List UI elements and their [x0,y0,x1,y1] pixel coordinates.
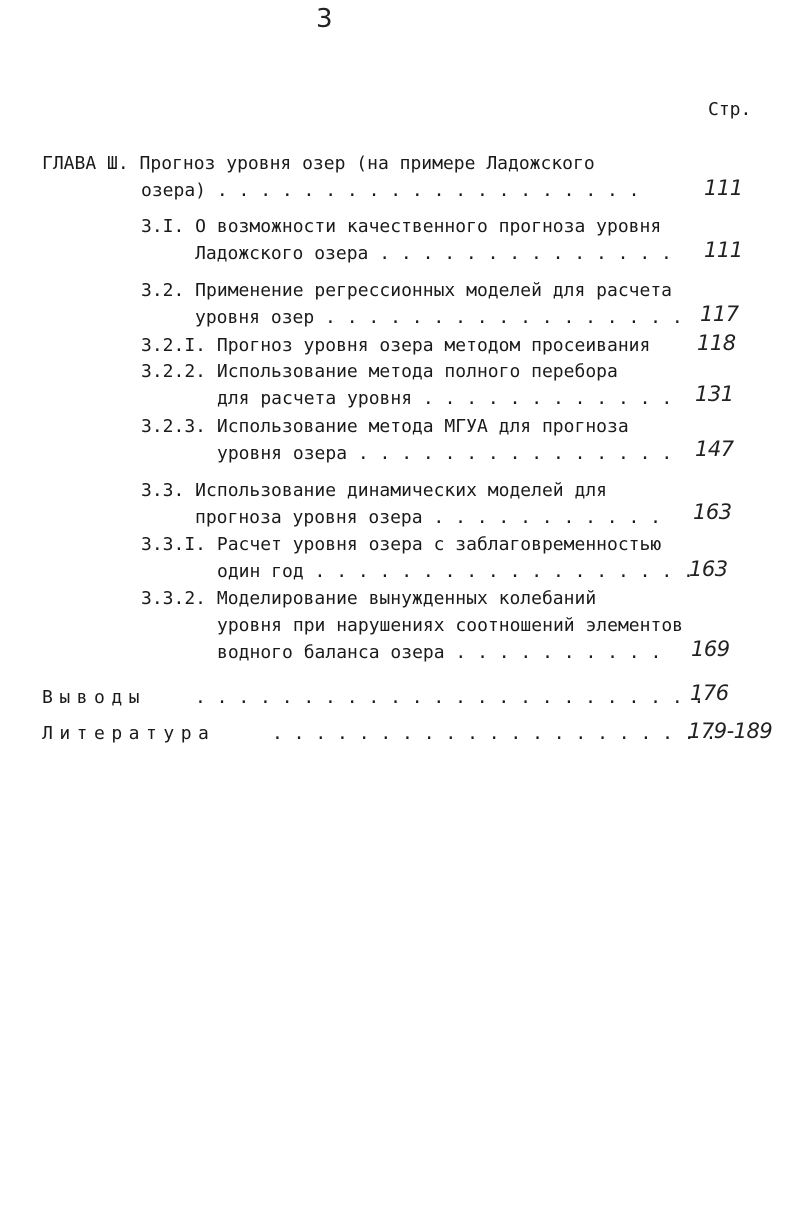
toc-entry-title-cont: озера) . . . . . . . . . . . . . . . . . . . . [141,180,640,201]
toc-entry-title-cont: один год . . . . . . . . . . . . . . . . . . [217,561,694,582]
page-number: 3 [316,4,333,34]
toc-entry-title-cont: Ладожского озера . . . . . . . . . . . . . . [195,243,672,264]
toc-entry-title-cont: прогноза уровня озера . . . . . . . . . . . [195,507,661,528]
toc-page-number: 111 [704,176,743,200]
page-column-header: Стр. [708,99,752,120]
toc-entry-title: Выводы [42,687,147,708]
toc-entry-title: 3.3. Использование динамических моделей для [141,480,607,501]
toc-entry-title-cont: уровня при нарушениях соотношений элементов [217,615,683,636]
toc-entry-title-cont: для расчета уровня . . . . . . . . . . . . [217,388,673,409]
toc-page-number: 111 [704,238,743,262]
toc-page-number: 163 [693,500,732,524]
toc-entry-title: 3.2.2. Использование метода полного перебора [141,361,618,382]
toc-entry-title: ГЛАВА Ш. Прогноз уровня озер (на примере Ладожского [42,153,595,174]
toc-entry-title: 3.2. Применение регрессионных моделей для расчета [141,280,673,301]
toc-page-number: 179-189 [688,719,773,743]
toc-page-number: 147 [695,437,734,461]
toc-entry-title-cont: уровня озер . . . . . . . . . . . . . . . . . [195,307,683,328]
toc-page-number: 169 [691,637,730,661]
toc-entry-title: Литература [42,723,216,744]
toc-entry-title: 3.2.3. Использование метода МГУА для прогноза [141,416,629,437]
toc-entry-title: 3.3.2. Моделирование вынужденных колебаний [141,588,597,609]
toc-entry-title: 3.I. О возможности качественного прогноза уровня [141,216,662,237]
toc-page-number: 176 [690,681,729,705]
toc-entry-title: 3.2.I. Прогноз уровня озера методом просеивания [141,335,651,356]
toc-leader-dots: . . . . . . . . . . . . . . . . . . . . . [272,723,717,744]
toc-entry-title: 3.3.I. Расчет уровня озера с заблаговременностью [141,534,662,555]
toc-entry-title-cont: водного баланса озера . . . . . . . . . . [217,642,662,663]
toc-page-number: 117 [700,302,739,326]
toc-leader-dots: . . . . . . . . . . . . . . . . . . . . . . . . [195,687,705,708]
toc-page-number: 131 [695,382,734,406]
toc-entry-title-cont: уровня озера . . . . . . . . . . . . . . . [217,443,673,464]
toc-page-number: 118 [697,331,736,355]
toc-page-number: 163 [689,557,728,581]
